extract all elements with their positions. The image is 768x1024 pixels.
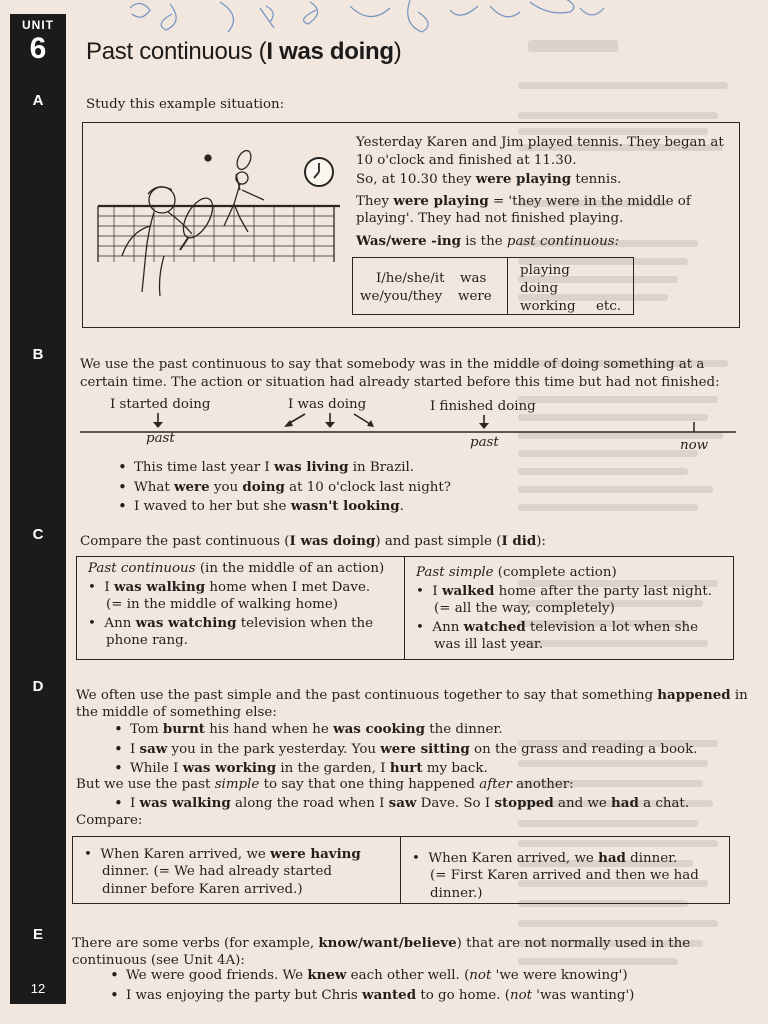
d-left-line-1: • When Karen arrived, we were having [84, 846, 361, 862]
list-item: • We were good friends. We knew each other well. (not 'we were knowing') [108, 966, 634, 986]
d-left-line-2: dinner. (= We had already started [102, 864, 332, 879]
left-example-2: • Ann was watching television when the [88, 615, 374, 631]
timeline-past-2: past [470, 435, 499, 450]
right-example-1-note: (= all the way, completely) [434, 601, 615, 616]
past-simple-heading: Past simple (complete action) [416, 565, 617, 580]
list-item: • This time last year I was living in Brazil. [116, 458, 451, 478]
section-e-examples [108, 966, 634, 1005]
list-item: • I was enjoying the party but Chris wanted to go home. (not 'was wanting') [108, 986, 634, 1006]
clock-icon [302, 155, 336, 189]
meaning-line-1: They were playing = 'they were in the middle of [356, 193, 691, 209]
table-verb-was: was [460, 271, 487, 286]
list-item: • Tom burnt his hand when he was cooking the dinner. [112, 720, 697, 740]
d-right-line-3: dinner.) [430, 886, 483, 901]
list-item: • I waved to her but she wasn't looking. [116, 497, 451, 517]
timeline-past-1: past [146, 431, 175, 446]
section-d-line-2: the middle of something else: [76, 705, 277, 720]
section-d-after-example [112, 794, 689, 814]
past-continuous-rule: Was/were -ing is the past continuous: [356, 233, 620, 249]
situation-line-2: 10 o'clock and finished at 11.30. [356, 153, 577, 168]
section-marker-b: B [32, 346, 44, 363]
page-number: 12 [30, 981, 46, 996]
list-item: • I was walking along the road when I saw Dave. So I stopped and we had a chat. [112, 794, 689, 814]
past-continuous-heading: Past continuous (in the middle of an action) [88, 561, 385, 576]
section-marker-c: C [32, 526, 44, 543]
right-example-1: • I walked home after the party last night. [416, 583, 713, 599]
d-left-line-3: dinner before Karen arrived.) [102, 882, 303, 897]
meaning-line-2: playing'. They had not finished playing. [356, 211, 624, 226]
section-marker-d: D [32, 678, 44, 695]
left-example-1: • I was walking home when I met Dave. [88, 579, 371, 595]
section-d-line-1: We often use the past simple and the past continuous together to say that something happened in [76, 687, 748, 703]
comparison-divider-c [404, 557, 405, 659]
section-a-intro: Study this example situation: [86, 97, 285, 112]
d-right-line-1: • When Karen arrived, we had dinner. [412, 850, 678, 866]
table-subject-plural: we/you/they [360, 289, 443, 304]
page-title: Past continuous (I was doing) [86, 38, 402, 65]
section-e-line-1: There are some verbs (for example, know/want/believe) that are not normally used in the [72, 935, 691, 951]
list-item: • While I was working in the garden, I hurt my back. [112, 759, 697, 779]
timeline-started-label: I started doing [110, 397, 211, 412]
table-etc: etc. [596, 299, 622, 314]
section-e-line-2: continuous (see Unit 4A): [72, 953, 245, 968]
unit-sidebar [10, 14, 66, 1004]
compare-label: Compare: [76, 813, 143, 828]
right-example-2-end: was ill last year. [434, 637, 544, 652]
table-subject-singular: I/he/she/it [376, 271, 445, 286]
d-right-line-2: (= First Karen arrived and then we had [430, 868, 699, 883]
left-example-1-note: (= in the middle of walking home) [106, 597, 339, 612]
unit-number: 6 [29, 32, 47, 65]
timeline-arrows [80, 410, 740, 440]
timeline-middle-label: I was doing [288, 397, 367, 412]
timeline-now: now [680, 438, 709, 453]
situation-line-1: Yesterday Karen and Jim played tennis. They began at [356, 135, 724, 150]
situation-line-3: So, at 10.30 they were playing tennis. [356, 171, 622, 187]
section-b-line-1: We use the past continuous to say that somebody was in the middle of doing something at a [80, 357, 705, 372]
section-d-examples [112, 720, 697, 779]
table-form-doing: doing [520, 281, 559, 296]
section-c-intro: Compare the past continuous (I was doing) and past simple (I did): [80, 533, 546, 549]
section-marker-a: A [32, 92, 44, 109]
table-form-working: working [520, 299, 576, 314]
past-simple-after-rule: But we use the past simple to say that one thing happened after another: [76, 777, 574, 792]
left-example-2-end: phone rang. [106, 633, 188, 648]
list-item: • I saw you in the park yesterday. You were sitting on the grass and reading a book. [112, 740, 697, 760]
section-b-examples [116, 458, 451, 517]
section-marker-e: E [32, 926, 43, 943]
table-verb-were: were [458, 289, 492, 304]
section-b-line-2: certain time. The action or situation had already started before this time but had not finished: [80, 375, 720, 390]
table-form-playing: playing [520, 263, 570, 278]
right-example-2: • Ann watched television a lot when she [416, 619, 699, 635]
timeline-finished-label: I finished doing [430, 399, 536, 414]
comparison-divider-d [400, 837, 401, 903]
list-item: • What were you doing at 10 o'clock last night? [116, 478, 451, 498]
table-divider [507, 258, 508, 314]
unit-label: UNIT [22, 18, 54, 32]
